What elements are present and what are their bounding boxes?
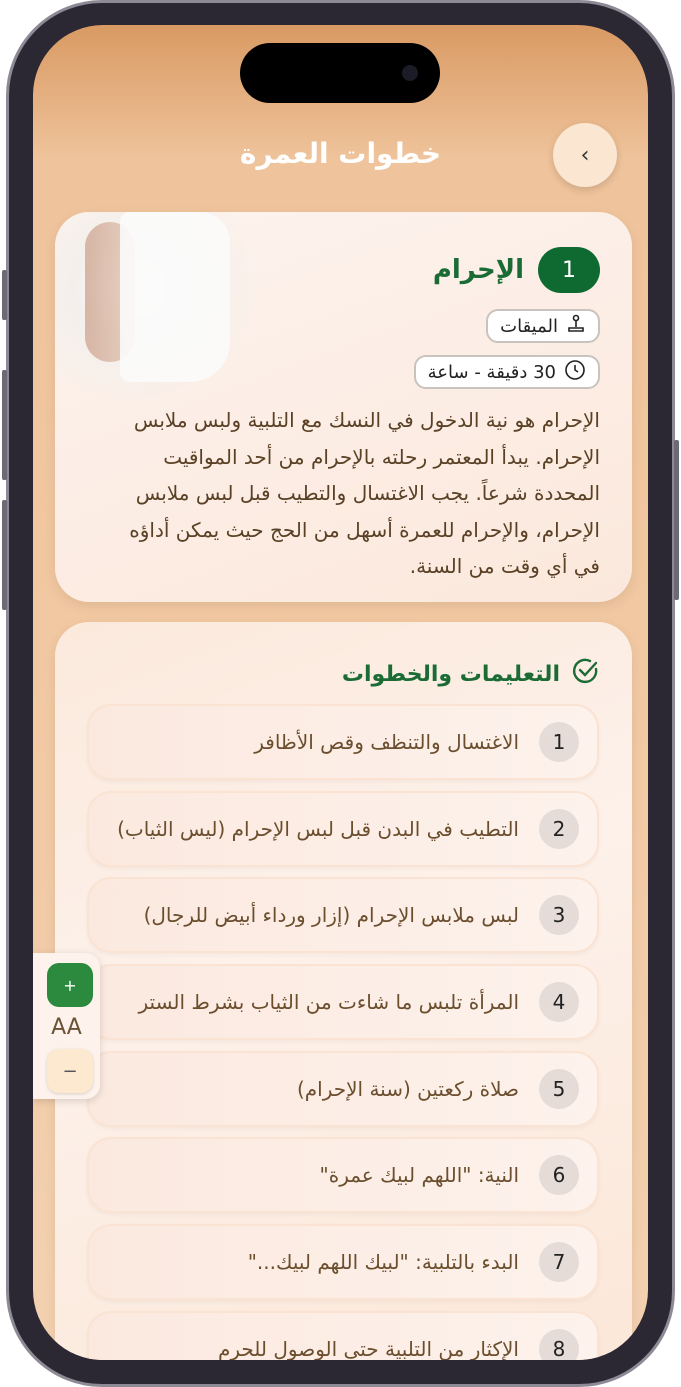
- font-size-control: [33, 953, 100, 1099]
- item-text: التطيب في البدن قبل لبس الإحرام (ليس الثياب): [117, 817, 519, 841]
- instruction-item[interactable]: [87, 877, 599, 953]
- instruction-item[interactable]: [87, 791, 599, 867]
- instruction-item[interactable]: [87, 1311, 599, 1360]
- clock-icon: [564, 359, 586, 386]
- instruction-item[interactable]: [87, 704, 599, 780]
- font-size-label: AA: [51, 1015, 82, 1040]
- location-text: الميقات: [500, 315, 558, 337]
- instruction-item[interactable]: [87, 1137, 599, 1213]
- item-number: 3: [539, 895, 579, 935]
- increase-font-button[interactable]: +: [47, 963, 93, 1007]
- volume-down-button: [2, 500, 7, 610]
- item-text: الاغتسال والتنظف وقص الأظافر: [254, 730, 519, 754]
- location-chip: [486, 309, 600, 343]
- check-circle-icon: [570, 656, 600, 692]
- step-header: [433, 247, 600, 293]
- power-button: [674, 440, 679, 600]
- item-number: 2: [539, 809, 579, 849]
- item-text: صلاة ركعتين (سنة الإحرام): [296, 1077, 519, 1101]
- instructions-card: [55, 622, 632, 1360]
- item-number: 5: [539, 1069, 579, 1109]
- item-number: 7: [539, 1242, 579, 1282]
- item-text: النية: "اللهم لبيك عمرة": [319, 1163, 519, 1187]
- decrease-font-button[interactable]: −: [47, 1049, 93, 1093]
- instructions-header: [342, 656, 600, 692]
- step-number-badge: 1: [538, 247, 600, 293]
- item-text: البدء بالتلبية: "لبيك اللهم لبيك...": [247, 1250, 519, 1274]
- camera-icon: [402, 65, 418, 81]
- instruction-item[interactable]: [87, 1051, 599, 1127]
- location-pin-icon: [566, 314, 586, 339]
- instruction-item[interactable]: [87, 1224, 599, 1300]
- screen: [33, 25, 648, 1360]
- back-button[interactable]: [553, 123, 617, 187]
- ihram-image: [55, 212, 255, 402]
- chevron-left-icon: ‹: [580, 142, 590, 168]
- item-text: لبس ملابس الإحرام (إزار ورداء أبيض للرجال): [143, 903, 519, 927]
- dynamic-island: [240, 43, 440, 103]
- duration-chip: [414, 355, 600, 389]
- volume-up-button: [2, 370, 7, 480]
- item-number: 6: [539, 1155, 579, 1195]
- instructions-title: التعليمات والخطوات: [341, 661, 560, 687]
- item-text: المرأة تلبس ما شاءت من الثياب بشرط الستر: [138, 990, 519, 1014]
- step-description: الإحرام هو نية الدخول في النسك مع التلبية ولبس ملابس الإحرام. يبدأ المعتمر رحلته بالإحرام من أحد المواقيت المحددة شرعاً. يجب الاغتسال والتطيب قبل لبس ملابس الإحرام، والإحرام للعمرة أسهل من الحج حيث يمكن أداؤه في أي وقت من السنة.: [129, 408, 600, 578]
- mute-switch: [2, 270, 7, 320]
- item-number: 8: [539, 1329, 579, 1360]
- item-text: الإكثار من التلبية حتى الوصول للحرم: [217, 1337, 519, 1360]
- instruction-item[interactable]: [87, 964, 599, 1040]
- item-number: 1: [539, 722, 579, 762]
- step-name: الإحرام: [432, 255, 524, 285]
- item-number: 4: [539, 982, 579, 1022]
- duration-text: 30 دقيقة - ساعة: [427, 361, 556, 383]
- page-title: خطوات العمرة: [239, 137, 442, 170]
- step-card: [55, 212, 632, 602]
